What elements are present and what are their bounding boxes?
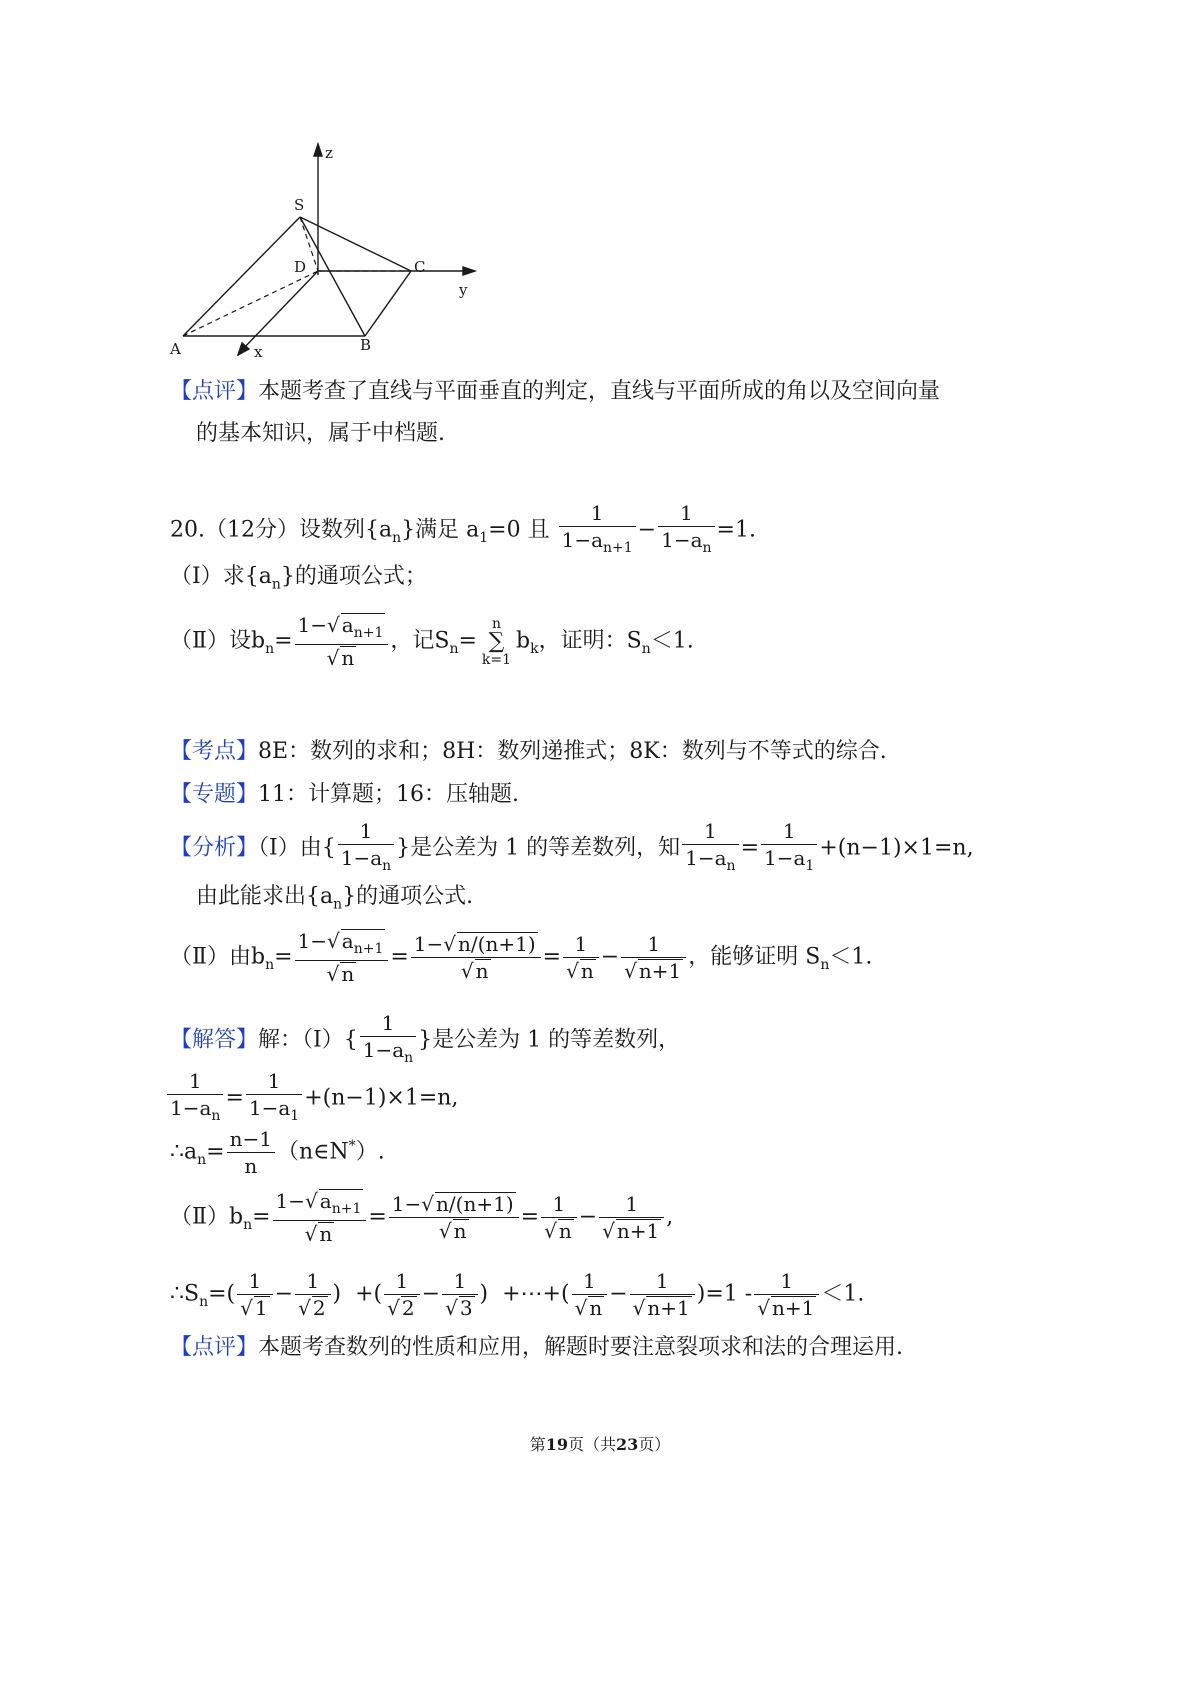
review-2-line <box>170 1333 903 1363</box>
jieda-line-5: $\therefore S_n=$( $\frac{1}{√ 1}$ − $\frac{1}{√ 2}$ ) +( $\frac{1}{√ 2}$ − $\frac{1}{√ 3}$ ) +⋯+( $\frac{1}{√ n}$ − $\frac{1}{√ n+1}$ )=1 - $\frac{1}{√ n+1}$ ＜1. <box>170 1269 865 1320</box>
sum-bk: n ∑ k=1 <box>481 615 512 668</box>
review-1-line-2: 的基本知识，属于中档题. <box>196 421 445 446</box>
problem-statement: 20.（12分）设数列$\{a_n\}$满足 $a_1=0$ 且 $\frac{1}{1-a_{n+1}}$ − $\frac{1}{1-a_n}$ =1. <box>170 500 756 561</box>
page-footer: 第19页（共23页） <box>529 1435 671 1454</box>
fenxi-line-1: 【分析】（Ⅰ）由{ $\frac{1}{1-a_n}$ }是公差为 1 的等差数列，知 $\frac{1}{1-a_n}$ = $\frac{1}{1-a_1}$ +(n−1)×1=n, <box>170 819 974 874</box>
label-z: z <box>325 144 333 162</box>
kaodian-line <box>170 737 887 767</box>
fenxi-line-2: 由此能求出$\{a_n\}$的通项公式. <box>196 884 474 913</box>
review-1-tag: 【点评】 <box>170 379 259 404</box>
page-total: 23 <box>616 1435 639 1454</box>
kaodian-tag: 【考点】 <box>170 739 259 764</box>
label-y: y <box>459 281 468 299</box>
zhuanti-line <box>170 780 519 810</box>
problem-part-2: （Ⅱ）设$b_n=$ $\frac{1-√ a_{n+1}}{√ n}$ ，记$S_n=$ n ∑ k=1 $b_k$，证明：$S_n<1$. <box>170 613 694 670</box>
label-c: C <box>414 258 426 276</box>
label-x: x <box>254 343 263 361</box>
jieda-line-1: 【解答】解：（Ⅰ）{ $\frac{1}{1-a_n}$ }是公差为 1 的等差数列， <box>170 1011 681 1066</box>
label-d: D <box>294 258 307 276</box>
review-1-line-1 <box>170 377 940 407</box>
zhuanti-text: 11：计算题；16：压轴题. <box>258 782 519 807</box>
fraction-1-over-1-minus-an: $\frac{1}{1-a_n}$ <box>658 500 714 561</box>
label-s: S <box>294 196 305 214</box>
label-b: B <box>360 336 372 354</box>
zhuanti-tag: 【专题】 <box>170 782 259 807</box>
fraction-bn-definition: $\frac{1-√ a_{n+1}}{√ n}$ <box>295 612 389 671</box>
review-1-text-1: 本题考查了直线与平面垂直的判定，直线与平面所成的角以及空间向量 <box>258 379 941 404</box>
problem-part-1: （Ⅰ）求$\{a_n\}$的通项公式； <box>170 564 427 593</box>
jieda-line-3: $\therefore a_n=$ $\frac{n-1}{n}$ （n∈N*）. <box>170 1127 385 1178</box>
fenxi-tag: 【分析】 <box>170 835 259 861</box>
jieda-tag: 【解答】 <box>170 1027 259 1053</box>
jieda-line-2: $\frac{1}{1-a_n}$ = $\frac{1}{1-a_1}$ +(n−1)×1=n, <box>165 1068 458 1129</box>
pyramid-figure <box>170 140 490 370</box>
review-2-text: 本题考查数列的性质和应用，解题时要注意裂项求和法的合理运用. <box>258 1335 904 1360</box>
review-2-tag: 【点评】 <box>170 1335 259 1360</box>
fenxi-line-3: （Ⅱ）由$b_n=$ $\frac{1-√ a_{n+1}}{√ n}$ = $\frac{1-√ n/(n+1)}{√ n}$ = $\frac{1}{√ n}$ − $\frac{1}{√ n+1}$ ，能够证明 $S_n<1$. <box>170 929 873 986</box>
label-a: A <box>170 340 181 358</box>
fraction-1-over-1-minus-an1: $\frac{1}{1-a_{n+1}}$ <box>559 500 636 561</box>
jieda-line-4: $(Ⅱ)b_n=$ $\frac{1-√ a_{n+1}}{√ n}$ = $\frac{1-√ n/(n+1)}{√ n}$ = $\frac{1}{√ n}$ − $\frac{1}{√ n+1}$ , <box>170 1189 674 1246</box>
kaodian-text: 8E：数列的求和；8H：数列递推式；8K：数列与不等式的综合. <box>258 739 887 764</box>
page-number: 19 <box>545 1435 568 1454</box>
